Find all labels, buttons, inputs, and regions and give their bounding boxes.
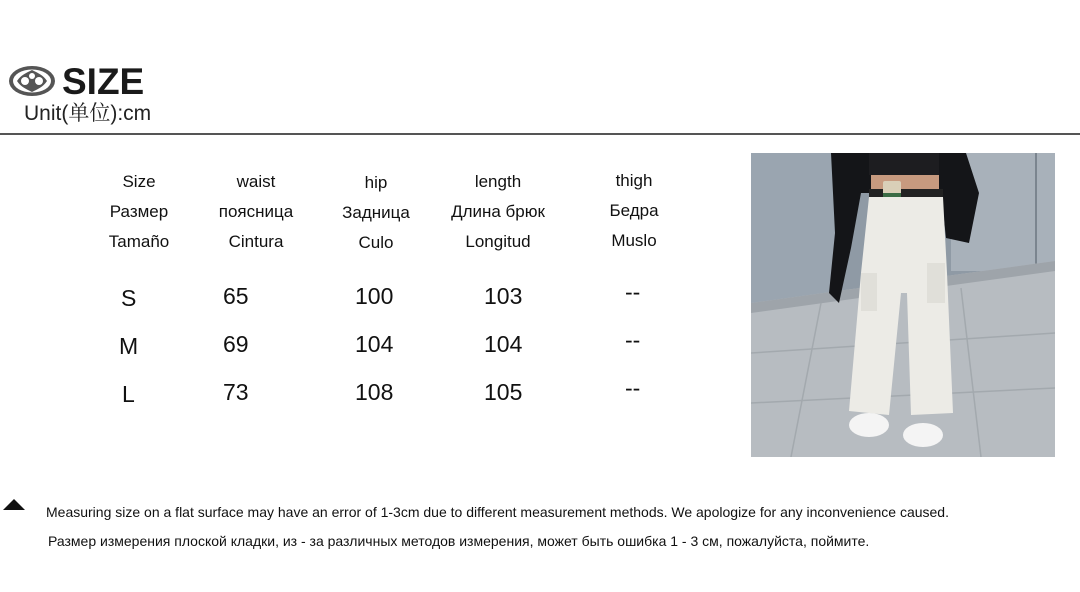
up-triangle-icon [3, 499, 25, 510]
unit-label: Unit(单位):cm [24, 102, 152, 125]
row-m-length: 104 [484, 331, 523, 357]
row-m-hip: 104 [355, 331, 394, 357]
row-l-hip: 108 [355, 379, 394, 405]
row-l-waist: 73 [223, 379, 249, 405]
header-divider [0, 133, 1080, 135]
brand-logo-icon [8, 64, 56, 98]
column-header-thigh: thigh Бедра Muslo [609, 171, 659, 250]
column-header-hip: hip Задница Culo [342, 173, 410, 252]
column-header-waist: waist поясница Cintura [218, 172, 294, 251]
size-title: SIZE [62, 61, 145, 102]
row-l-size: L [122, 381, 135, 407]
row-l-length: 105 [484, 379, 523, 405]
note-english: Measuring size on a flat surface may have an error of 1-3cm due to different measurement methods. We apologize for any inconvenience caused. [46, 504, 949, 520]
row-s-waist: 65 [223, 283, 249, 309]
note-russian: Размер измерения плоской кладки, из - за различных методов измерения, может быть ошибка 1 - 3 см, пожалуйста, поймите. [48, 533, 870, 549]
row-s-thigh: -- [625, 279, 641, 305]
row-l-thigh: -- [625, 375, 641, 401]
row-s-hip: 100 [355, 283, 394, 309]
column-header-length: length Длина брюк Longitud [451, 172, 545, 251]
row-s-length: 103 [484, 283, 523, 309]
row-m-waist: 69 [223, 331, 249, 357]
row-m-size: M [119, 333, 139, 359]
product-photo [751, 153, 1055, 457]
row-m-thigh: -- [625, 327, 641, 353]
column-header-size: Size Размер Tamaño [108, 172, 170, 251]
row-s-size: S [121, 285, 137, 311]
